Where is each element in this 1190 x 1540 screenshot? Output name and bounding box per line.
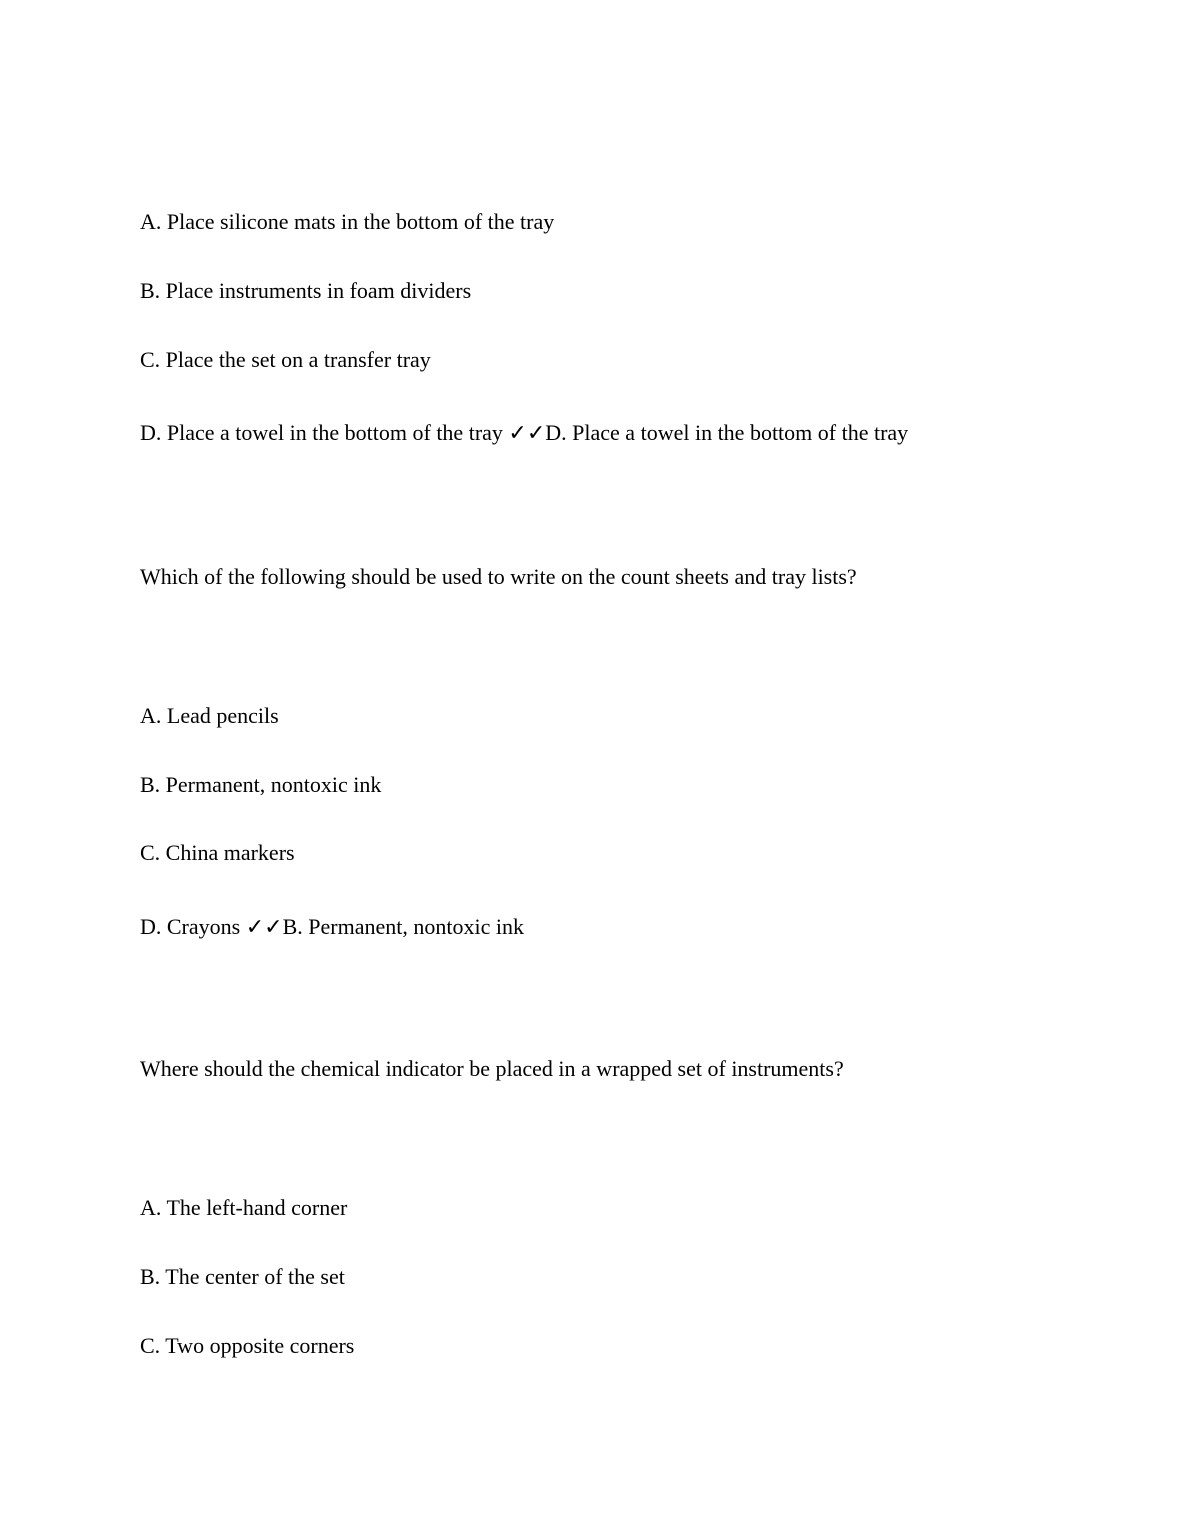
option-b: B. The center of the set <box>140 1264 345 1289</box>
question-text: Which of the following should be used to write on the count sheets and tray lists? <box>140 564 857 589</box>
option-c: C. Two opposite corners <box>140 1333 355 1358</box>
option-d: D. Place a towel in the bottom of the tray <box>140 420 503 445</box>
option-b: B. Place instruments in foam dividers <box>140 278 472 303</box>
option-c: C. China markers <box>140 840 295 865</box>
answer-text: B. Permanent, nontoxic ink <box>282 914 524 939</box>
option-a: A. Place silicone mats in the bottom of the tray <box>140 209 555 234</box>
option-d-with-answer <box>140 914 524 941</box>
check-mark-icon: ✓✓ <box>245 915 283 940</box>
option-a: A. The left-hand corner <box>140 1195 348 1220</box>
option-c: C. Place the set on a transfer tray <box>140 347 431 372</box>
option-b: B. Permanent, nontoxic ink <box>140 772 382 797</box>
answer-text: D. Place a towel in the bottom of the tray <box>545 420 909 445</box>
question-text: Where should the chemical indicator be placed in a wrapped set of instruments? <box>140 1056 844 1081</box>
check-mark-icon: ✓✓ <box>508 421 546 446</box>
option-d: D. Crayons <box>140 914 241 939</box>
option-a: A. Lead pencils <box>140 703 279 728</box>
option-d-with-answer <box>140 420 908 447</box>
